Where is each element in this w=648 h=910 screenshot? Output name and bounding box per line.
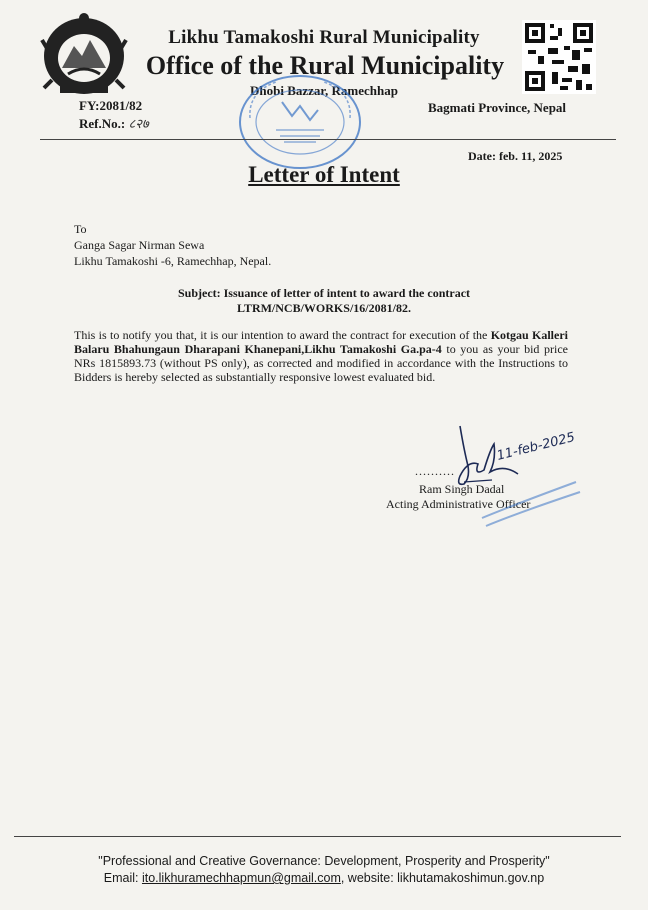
footer-contact bbox=[0, 871, 648, 885]
recipient-address: Likhu Tamakoshi -6, Ramechhap, Nepal. bbox=[74, 254, 272, 268]
officer-stamp bbox=[476, 474, 586, 534]
signature-dots: .......... bbox=[415, 464, 455, 478]
website-label: , website: bbox=[340, 871, 398, 885]
office-name: Office of the Rural Municipality bbox=[145, 51, 505, 80]
subject-line-2: LTRM/NCB/WORKS/16/2081/82. bbox=[237, 301, 411, 315]
signature-date: 11-feb-2025 bbox=[495, 430, 577, 464]
body-text-1: This is to notify you that, it is our intention to award the contract for execution of the bbox=[74, 328, 491, 342]
project-name: Kotgau Kalleri Balaru Bhahungaun Dharapani Khanepani,Likhu Tamakoshi Ga.pa-4 bbox=[74, 328, 569, 356]
email-link[interactable]: ito.likhuramechhapmun@gmail.com bbox=[141, 871, 341, 885]
signatory-name: Ram Singh Dadal bbox=[419, 482, 505, 496]
ref-label: Ref.No.: bbox=[79, 116, 126, 131]
subject bbox=[0, 286, 648, 316]
to-label: To bbox=[74, 222, 87, 236]
letter-body bbox=[74, 328, 568, 384]
reference-number bbox=[79, 114, 149, 132]
province: Bagmati Province, Nepal bbox=[428, 100, 567, 115]
footer-motto: "Professional and Creative Governance: Development, Prosperity and Prosperity" bbox=[98, 854, 550, 868]
municipality-name: Likhu Tamakoshi Rural Municipality bbox=[168, 27, 480, 48]
header-divider bbox=[40, 139, 616, 140]
subject-line-1: Subject: Issuance of letter of intent to award the contract bbox=[177, 286, 471, 300]
signatory-title: Acting Administrative Officer bbox=[386, 497, 531, 511]
office-location: Dhobi Bazzar, Ramechhap bbox=[250, 83, 398, 98]
website-link[interactable]: likhutamakoshimun.gov.np bbox=[397, 871, 545, 885]
ref-number-handwritten: ८२७ bbox=[128, 117, 149, 132]
office-seal-stamp bbox=[236, 72, 364, 172]
fiscal-year: FY:2081/82 bbox=[79, 98, 143, 113]
recipient-name: Ganga Sagar Nirman Sewa bbox=[74, 238, 205, 252]
letter-heading: Letter of Intent bbox=[248, 162, 400, 187]
letter-date: Date: feb. 11, 2025 bbox=[468, 149, 563, 163]
body-text-2: to you as your bid price NRs 1815893.73 (without PS only), as corrected and modified in accordance with the Instructions to Bidders is hereby selected as substantially responsive lowest evaluated bid. bbox=[74, 342, 568, 384]
email-label: Email: bbox=[103, 871, 142, 885]
footer-divider bbox=[14, 836, 621, 837]
